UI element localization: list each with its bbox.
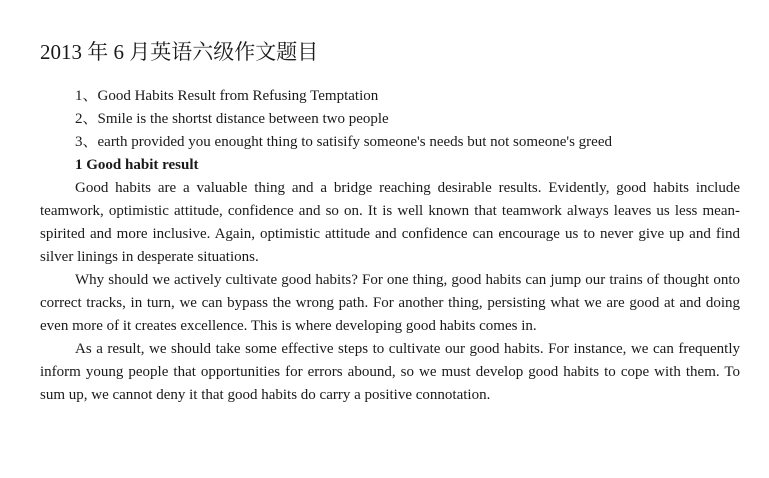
topic-item-3: 3、earth provided you enought thing to satisify someone's needs but not someone's greed [75, 134, 612, 150]
document-page [40, 38, 740, 407]
essay-paragraph-3: As a result, we should take some effective steps to cultivate our good habits. For instance, we can frequently inform young people that opportunities for errors abound, so we must develop good habits to cope with them. To sum up, we cannot deny it that good habits do carry a positive connotation. [40, 341, 740, 403]
topic-item-2: 2、Smile is the shortst distance between two people [75, 111, 389, 127]
topic-item-1: 1、Good Habits Result from Refusing Temptation [75, 88, 379, 104]
essay-paragraph-1: Good habits are a valuable thing and a bridge reaching desirable results. Evidently, good habits include teamwork, optimistic attitude, confidence and so on. It is well known that teamwork always leaves us less mean-spirited and more inclusive. Again, optimistic attitude and confidence can encourage us to never give up and find silver linings in desperate situations. [40, 180, 740, 265]
essay-heading: 1 Good habit result [75, 157, 199, 173]
document-title: 2013 年 6 月英语六级作文题目 [40, 40, 319, 64]
topic-list [40, 85, 740, 154]
essay-paragraph-2: Why should we actively cultivate good habits? For one thing, good habits can jump our trains of thought onto correct tracks, in turn, we can bypass the wrong path. For another thing, persisting what we are good at and doing even more of it creates excellence. This is where developing good habits comes in. [40, 272, 740, 334]
